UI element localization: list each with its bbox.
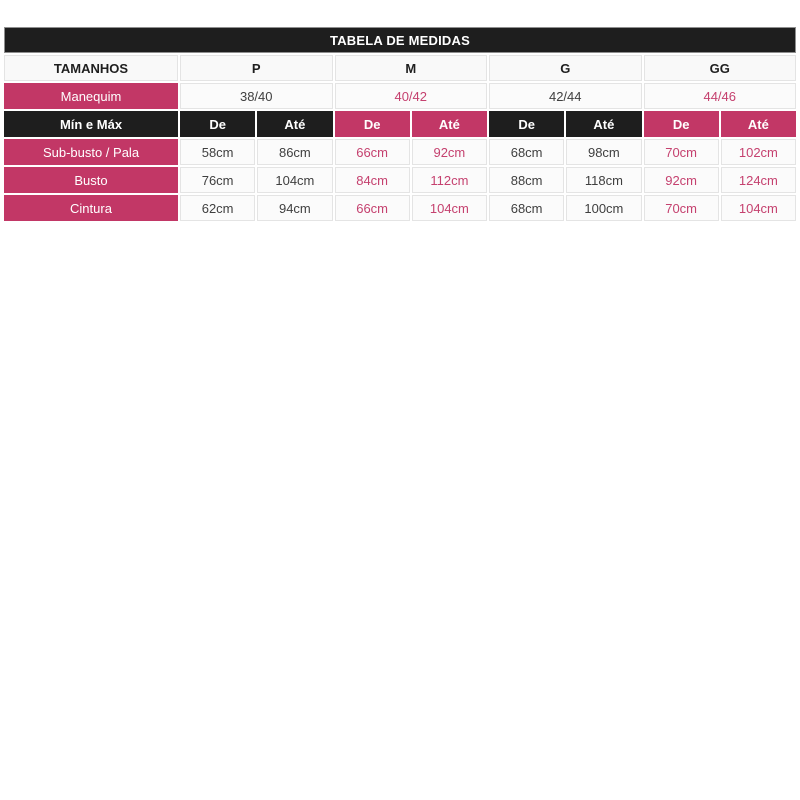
manequim-row-label: Manequim <box>4 83 178 109</box>
size-chart-section <box>0 0 800 223</box>
measurement-value-cell: 88cm <box>489 167 564 193</box>
measurement-value-cell: 70cm <box>644 195 719 221</box>
measurement-value-cell: 94cm <box>257 195 332 221</box>
measurement-value-cell: 66cm <box>335 139 410 165</box>
minmax-row-label: Mín e Máx <box>4 111 178 137</box>
de-header-cell: De <box>644 111 719 137</box>
measurement-value-cell: 84cm <box>335 167 410 193</box>
tamanhos-header-cell: TAMANHOS <box>4 55 178 81</box>
measurement-value-cell: 102cm <box>721 139 796 165</box>
size-header-cell-gg: GG <box>644 55 797 81</box>
size-header-cell-p: P <box>180 55 333 81</box>
measurement-value-cell: 100cm <box>566 195 641 221</box>
ate-header-cell: Até <box>412 111 487 137</box>
manequim-row <box>4 83 796 109</box>
measurement-row <box>4 139 796 165</box>
measurement-row <box>4 167 796 193</box>
measurement-value-cell: 104cm <box>257 167 332 193</box>
measurement-value-cell: 98cm <box>566 139 641 165</box>
manequim-value-cell: 42/44 <box>489 83 642 109</box>
measurement-row-label: Busto <box>4 167 178 193</box>
de-header-cell: De <box>335 111 410 137</box>
table-title: TABELA DE MEDIDAS <box>4 27 796 53</box>
de-header-cell: De <box>489 111 564 137</box>
minmax-header-row <box>4 111 796 137</box>
measurement-value-cell: 76cm <box>180 167 255 193</box>
ate-header-cell: Até <box>721 111 796 137</box>
sizes-header-row <box>4 55 796 81</box>
measurement-value-cell: 68cm <box>489 195 564 221</box>
size-header-cell-m: M <box>335 55 488 81</box>
measurement-value-cell: 92cm <box>644 167 719 193</box>
measurement-value-cell: 104cm <box>721 195 796 221</box>
measurement-row-label: Sub-busto / Pala <box>4 139 178 165</box>
size-header-cell-g: G <box>489 55 642 81</box>
measurement-value-cell: 58cm <box>180 139 255 165</box>
de-header-cell: De <box>180 111 255 137</box>
measurement-row <box>4 195 796 221</box>
ate-header-cell: Até <box>257 111 332 137</box>
measurement-value-cell: 92cm <box>412 139 487 165</box>
measurement-value-cell: 118cm <box>566 167 641 193</box>
measurement-value-cell: 70cm <box>644 139 719 165</box>
manequim-value-cell: 44/46 <box>644 83 797 109</box>
measurement-value-cell: 112cm <box>412 167 487 193</box>
title-row <box>4 27 796 53</box>
measurement-value-cell: 124cm <box>721 167 796 193</box>
measurement-value-cell: 62cm <box>180 195 255 221</box>
measurement-value-cell: 86cm <box>257 139 332 165</box>
measurement-value-cell: 66cm <box>335 195 410 221</box>
measurement-value-cell: 68cm <box>489 139 564 165</box>
size-chart-table <box>2 25 798 223</box>
measurement-row-label: Cintura <box>4 195 178 221</box>
measurement-value-cell: 104cm <box>412 195 487 221</box>
ate-header-cell: Até <box>566 111 641 137</box>
manequim-value-cell: 40/42 <box>335 83 488 109</box>
manequim-value-cell: 38/40 <box>180 83 333 109</box>
